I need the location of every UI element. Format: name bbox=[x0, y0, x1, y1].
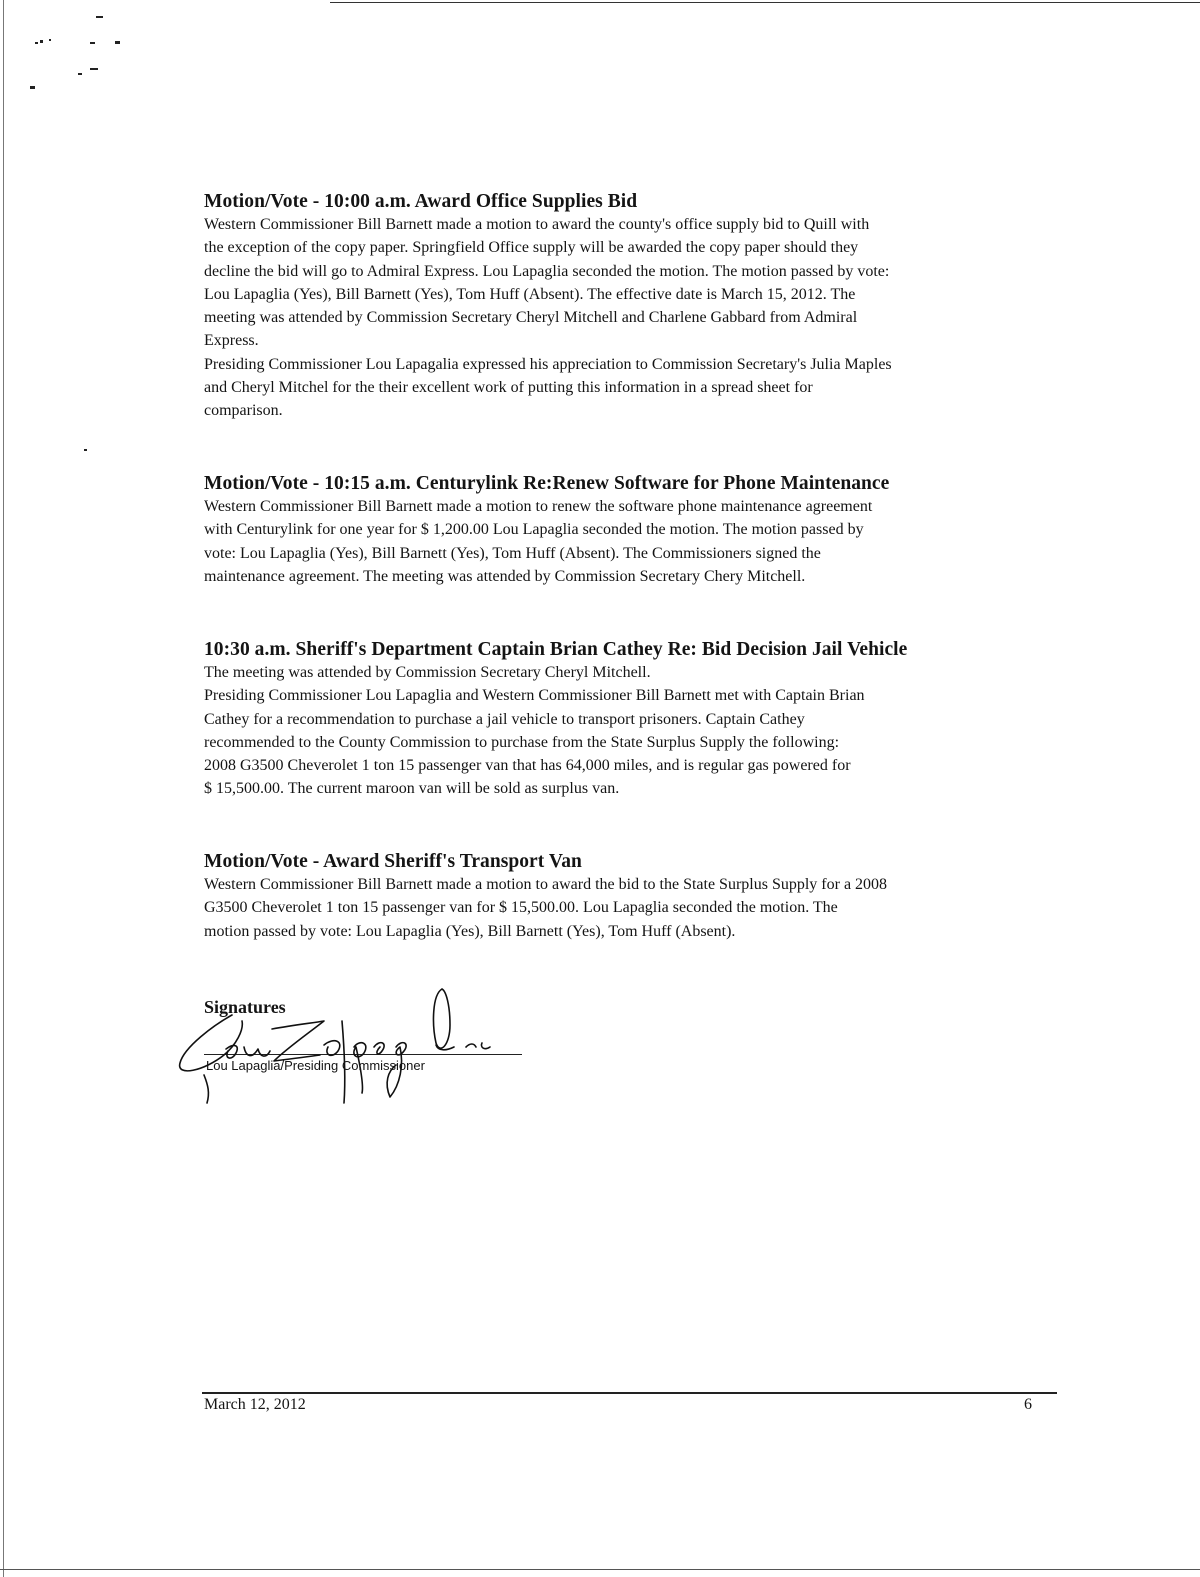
section-heading: Motion/Vote - 10:15 a.m. Centurylink Re:Renew Software for Phone Maintenance bbox=[204, 473, 890, 494]
section-body: Western Commissioner Bill Barnett made a motion to renew the software phone maintenance agreement with Centurylink for one year for $ 1,200.00 Lou Lapaglia seconded the motion. The motion passed by vote: Lou Lapaglia (Yes), Bill Barnett (Yes), Tom Huff (Absent). The Commissioners signed the maintenance agreement. The meeting was attended by Commission Secretary Chery Mitchell. bbox=[204, 498, 873, 585]
section-transport-van-award bbox=[204, 850, 984, 943]
scan-speck bbox=[84, 449, 87, 451]
signatures-heading: Signatures bbox=[204, 997, 286, 1017]
section-body: Western Commissioner Bill Barnett made a motion to award the bid to the State Surplus Supply for a 2008 G3500 Cheverolet 1 ton 15 passenger van for $ 15,500.00. Lou Lapaglia seconded the motion. The motion passed by vote: Lou Lapaglia (Yes), Bill Barnett (Yes), Tom Huff (Absent). bbox=[204, 876, 888, 940]
section-heading: 10:30 a.m. Sheriff's Department Captain Brian Cathey Re: Bid Decision Jail Vehicle bbox=[204, 639, 908, 660]
signature-block bbox=[174, 985, 534, 1115]
section-centurylink-renewal bbox=[204, 472, 984, 588]
footer-rule bbox=[202, 1392, 1057, 1394]
section-heading: Motion/Vote - 10:00 a.m. Award Office Supplies Bid bbox=[204, 191, 638, 212]
section-heading: Motion/Vote - Award Sheriff's Transport Van bbox=[204, 851, 582, 872]
handwritten-signature bbox=[174, 985, 534, 1115]
section-office-supplies-bid bbox=[204, 190, 984, 423]
scan-specks bbox=[20, 10, 120, 100]
left-edge-rule bbox=[3, 0, 4, 1577]
footer-date: March 12, 2012 bbox=[204, 1396, 306, 1413]
section-body: Western Commissioner Bill Barnett made a motion to award the county's office supply bid to Quill with the exception of the copy paper. Springfield Office supply will be awarded the copy paper should they decline the bid will go to Admiral Express. Lou Lapaglia seconded the motion. The motion passed by vote: Lou Lapaglia (Yes), Bill Barnett (Yes), Tom Huff (Absent). The effective date is March 15, 2012. The meeting was attended by Commission Secretary Cheryl Mitchell and Charlene Gabbard from Admiral Express. Presiding Commissioner Lou Lapagalia expressed his appreciation to Commission Secretary's Julia Maples and Cheryl Mitchel for the their excellent work of putting this information in a spread sheet for comparison. bbox=[204, 216, 892, 420]
section-body: The meeting was attended by Commission Secretary Cheryl Mitchell. Presiding Commissioner Lou Lapaglia and Western Commissioner Bill Barnett met with Captain Brian Cathey for a recommendation to purchase a jail vehicle to transport prisoners. Captain Cathey recommended to the County Commission to purchase from the State Surplus Supply the following: 2008 G3500 Cheverolet 1 ton 15 passenger van that has 64,000 miles, and is regular gas powered for $ 15,500.00. The current maroon van will be sold as surplus van. bbox=[204, 664, 865, 798]
page-number: 6 bbox=[1024, 1396, 1032, 1413]
signature-caption: Lou Lapaglia/Presiding Commissioner bbox=[206, 1058, 425, 1073]
bottom-edge-rule bbox=[0, 1569, 1200, 1570]
section-jail-vehicle-bid bbox=[204, 638, 984, 801]
top-edge-rule bbox=[330, 2, 1200, 3]
